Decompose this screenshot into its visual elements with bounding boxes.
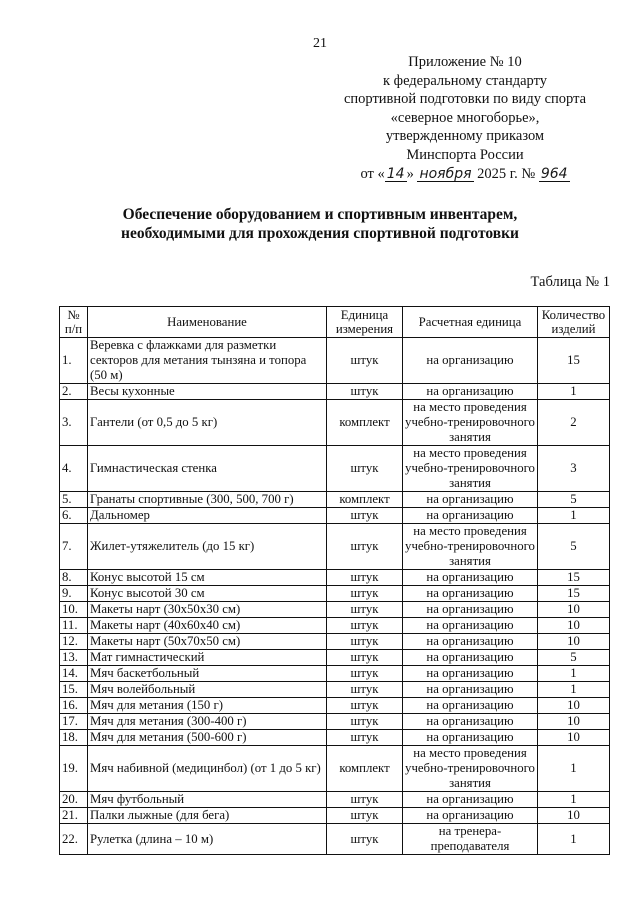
cell-unit: штук: [327, 792, 403, 808]
cell-num: 3.: [60, 400, 88, 446]
cell-qty: 15: [538, 570, 610, 586]
date-month-handwritten: ноября: [419, 165, 472, 182]
cell-num: 6.: [60, 508, 88, 524]
page-number: 21: [313, 36, 327, 51]
table-row: [60, 746, 610, 792]
cell-qty: 5: [538, 524, 610, 570]
table-row: [60, 400, 610, 446]
cell-qty: 10: [538, 602, 610, 618]
cell-num: 5.: [60, 492, 88, 508]
cell-calc: на организацию: [403, 618, 538, 634]
cell-qty: 5: [538, 650, 610, 666]
cell-calc: на организацию: [403, 730, 538, 746]
cell-calc: на организацию: [403, 570, 538, 586]
header-num: № п/п: [60, 307, 88, 338]
date-mid: »: [406, 165, 414, 182]
cell-qty: 10: [538, 698, 610, 714]
appendix-line: Приложение № 10: [408, 54, 522, 70]
cell-unit: штук: [327, 808, 403, 824]
cell-name: Мяч для метания (150 г): [88, 698, 327, 714]
table-row: [60, 714, 610, 730]
cell-name: Конус высотой 30 см: [88, 586, 327, 602]
cell-calc: на организацию: [403, 714, 538, 730]
table-row: [60, 824, 610, 855]
table-row: [60, 570, 610, 586]
cell-num: 8.: [60, 570, 88, 586]
cell-unit: штук: [327, 602, 403, 618]
cell-calc: на организацию: [403, 666, 538, 682]
table-row: [60, 634, 610, 650]
cell-unit: штук: [327, 714, 403, 730]
table-row: [60, 384, 610, 400]
cell-qty: 1: [538, 682, 610, 698]
cell-name: Веревка с флажками для разметки секторов для метания тынзяна и топора (50 м): [88, 338, 327, 384]
header-name: Наименование: [88, 307, 327, 338]
cell-qty: 1: [538, 746, 610, 792]
cell-name: Макеты нарт (50х70х50 см): [88, 634, 327, 650]
table-row: [60, 508, 610, 524]
cell-calc: на организацию: [403, 338, 538, 384]
cell-name: Мяч волейбольный: [88, 682, 327, 698]
cell-num: 4.: [60, 446, 88, 492]
cell-num: 22.: [60, 824, 88, 855]
header-qty: Количество изделий: [538, 307, 610, 338]
table-row: [60, 650, 610, 666]
table-row: [60, 446, 610, 492]
cell-name: Мяч для метания (500-600 г): [88, 730, 327, 746]
cell-qty: 1: [538, 824, 610, 855]
cell-num: 19.: [60, 746, 88, 792]
cell-qty: 1: [538, 384, 610, 400]
cell-unit: штук: [327, 384, 403, 400]
table-row: [60, 618, 610, 634]
cell-qty: 5: [538, 492, 610, 508]
cell-num: 14.: [60, 666, 88, 682]
cell-calc: на организацию: [403, 808, 538, 824]
cell-unit: штук: [327, 730, 403, 746]
cell-calc: на организацию: [403, 650, 538, 666]
header-calc: Расчетная единица: [403, 307, 538, 338]
table-header-row: [60, 307, 610, 338]
cell-num: 18.: [60, 730, 88, 746]
table-label: Таблица № 1: [530, 274, 610, 290]
cell-qty: 10: [538, 618, 610, 634]
table-row: [60, 808, 610, 824]
cell-name: Гимнастическая стенка: [88, 446, 327, 492]
cell-calc: на организацию: [403, 508, 538, 524]
cell-num: 12.: [60, 634, 88, 650]
heading-line-2: необходимыми для прохождения спортивной подготовки: [121, 225, 519, 242]
cell-num: 16.: [60, 698, 88, 714]
cell-name: Мяч для метания (300-400 г): [88, 714, 327, 730]
cell-calc: на организацию: [403, 792, 538, 808]
cell-calc: на организацию: [403, 384, 538, 400]
cell-unit: комплект: [327, 746, 403, 792]
cell-name: Мат гимнастический: [88, 650, 327, 666]
cell-qty: 3: [538, 446, 610, 492]
cell-calc: на организацию: [403, 602, 538, 618]
appendix-block: [330, 53, 600, 183]
order-date-line: [330, 165, 600, 184]
cell-name: Макеты нарт (30х50х30 см): [88, 602, 327, 618]
cell-qty: 10: [538, 634, 610, 650]
equipment-table: [59, 306, 610, 855]
cell-unit: штук: [327, 824, 403, 855]
cell-unit: штук: [327, 586, 403, 602]
cell-qty: 15: [538, 586, 610, 602]
cell-calc: на тренера-преподавателя: [403, 824, 538, 855]
cell-name: Конус высотой 15 см: [88, 570, 327, 586]
cell-name: Палки лыжные (для бега): [88, 808, 327, 824]
cell-name: Мяч футбольный: [88, 792, 327, 808]
table-row: [60, 586, 610, 602]
cell-unit: штук: [327, 650, 403, 666]
table-row: [60, 602, 610, 618]
cell-name: Гантели (от 0,5 до 5 кг): [88, 400, 327, 446]
heading-line-1: Обеспечение оборудованием и спортивным инвентарем,: [122, 206, 518, 223]
cell-num: 17.: [60, 714, 88, 730]
cell-num: 15.: [60, 682, 88, 698]
cell-calc: на место проведения учебно-тренировочного занятия: [403, 524, 538, 570]
cell-unit: комплект: [327, 400, 403, 446]
cell-unit: штук: [327, 618, 403, 634]
cell-calc: на организацию: [403, 682, 538, 698]
cell-unit: штук: [327, 508, 403, 524]
cell-qty: 1: [538, 792, 610, 808]
order-number-handwritten: 964: [540, 165, 568, 182]
cell-calc: на организацию: [403, 634, 538, 650]
cell-name: Рулетка (длина – 10 м): [88, 824, 327, 855]
cell-calc: на место проведения учебно-тренировочного занятия: [403, 400, 538, 446]
cell-unit: штук: [327, 338, 403, 384]
cell-name: Жилет-утяжелитель (до 15 кг): [88, 524, 327, 570]
cell-qty: 1: [538, 508, 610, 524]
cell-unit: штук: [327, 446, 403, 492]
cell-num: 9.: [60, 586, 88, 602]
appendix-line: «северное многоборье»,: [390, 109, 540, 126]
table-body: [60, 338, 610, 855]
table-row: [60, 792, 610, 808]
appendix-line: к федеральному стандарту: [383, 72, 547, 89]
date-year: 2025 г. №: [477, 165, 536, 182]
cell-qty: 15: [538, 338, 610, 384]
appendix-line: утвержденному приказом: [385, 128, 545, 145]
date-prefix: от «: [360, 165, 385, 182]
cell-num: 11.: [60, 618, 88, 634]
cell-qty: 1: [538, 666, 610, 682]
cell-name: Мяч баскетбольный: [88, 666, 327, 682]
table-row: [60, 682, 610, 698]
cell-num: 2.: [60, 384, 88, 400]
cell-num: 21.: [60, 808, 88, 824]
cell-calc: на место проведения учебно-тренировочного занятия: [403, 746, 538, 792]
cell-calc: на организацию: [403, 698, 538, 714]
cell-qty: 10: [538, 714, 610, 730]
cell-unit: штук: [327, 698, 403, 714]
table-row: [60, 338, 610, 384]
table-row: [60, 524, 610, 570]
appendix-line: Минспорта России: [406, 146, 524, 163]
cell-qty: 10: [538, 730, 610, 746]
cell-calc: на организацию: [403, 586, 538, 602]
cell-name: Весы кухонные: [88, 384, 327, 400]
appendix-line: спортивной подготовки по виду спорта: [343, 91, 587, 108]
cell-name: Мяч набивной (медицинбол) (от 1 до 5 кг): [88, 746, 327, 792]
cell-num: 7.: [60, 524, 88, 570]
cell-unit: штук: [327, 634, 403, 650]
document-heading: [0, 205, 640, 243]
cell-unit: штук: [327, 524, 403, 570]
table-row: [60, 492, 610, 508]
cell-name: Макеты нарт (40х60х40 см): [88, 618, 327, 634]
cell-unit: штук: [327, 666, 403, 682]
table-row: [60, 698, 610, 714]
cell-calc: на организацию: [403, 492, 538, 508]
cell-qty: 2: [538, 400, 610, 446]
table-row: [60, 730, 610, 746]
cell-num: 10.: [60, 602, 88, 618]
cell-calc: на место проведения учебно-тренировочного занятия: [403, 446, 538, 492]
cell-name: Дальномер: [88, 508, 327, 524]
cell-num: 13.: [60, 650, 88, 666]
date-day-handwritten: 14: [386, 165, 405, 182]
table-row: [60, 666, 610, 682]
cell-num: 1.: [60, 338, 88, 384]
cell-unit: штук: [327, 682, 403, 698]
cell-unit: штук: [327, 570, 403, 586]
header-unit: Единица измерения: [327, 307, 403, 338]
cell-num: 20.: [60, 792, 88, 808]
cell-qty: 10: [538, 808, 610, 824]
cell-name: Гранаты спортивные (300, 500, 700 г): [88, 492, 327, 508]
cell-unit: комплект: [327, 492, 403, 508]
